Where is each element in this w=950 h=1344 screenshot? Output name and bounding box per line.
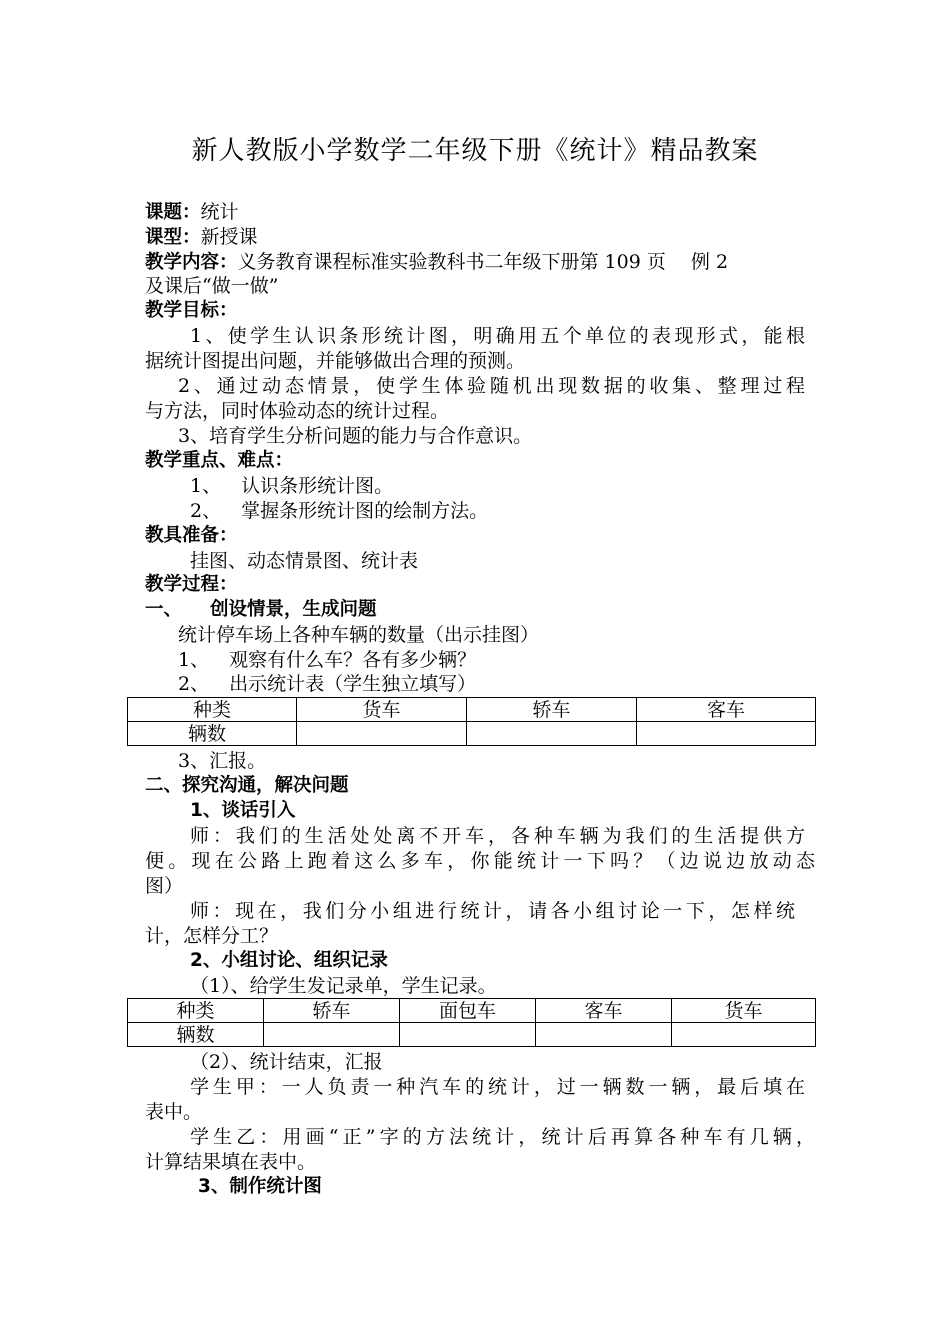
table-cell [400,1023,536,1047]
step-1-number: 1、 [178,649,210,671]
document-title: 新人教版小学数学二年级下册《统计》精品教案 [191,136,759,166]
section-1-intro: 统计停车场上各种车辆的数量（出示挂图） [178,624,540,646]
goal-1-line-1: 1、使学生认识条形统计图，明确用五个单位的表现形式，能根 [190,325,805,347]
table-cell [264,1023,400,1047]
section-2-step-a: （1）、给学生发记录单，学生记录。 [190,975,497,997]
step-2-text: 出示统计表（学生独立填写） [229,673,477,695]
content-line-2: 及课后“做一做” [145,275,279,297]
student-b-line-1: 学生乙：用画“正”字的方法统计，统计后再算各种车有几辆， [190,1126,815,1148]
content-label: 教学内容： [145,252,238,273]
section-1-number: 一、 [145,599,183,620]
tools-value: 挂图、动态情景图、统计表 [190,550,419,572]
table-header-cell: 种类 [128,999,264,1023]
section-2-step-b: （2）、统计结束，汇报 [190,1051,383,1073]
key-point-1-number: 1、 [190,475,222,497]
content-value: 义务教育课程标准实验教科书二年级下册第 109 页 例 2 [237,251,729,273]
table-header-cell: 轿车 [264,999,400,1023]
vehicle-count-table-2 [127,998,816,1047]
section-1-step-1 [178,648,848,672]
table-header-cell: 面包车 [400,999,536,1023]
goal-1-line-2: 据统计图提出问题，并能够做出合理的预测。 [145,350,526,372]
table-header-cell: 货车 [672,999,816,1023]
table-header-cell: 轿车 [467,698,637,722]
goal-2-line-2: 与方法，同时体验动态的统计过程。 [145,400,450,422]
section-2-sub-3: 3、制作统计图 [198,1176,322,1197]
tools-label: 教具准备： [145,525,238,546]
table-row-label: 辆数 [128,722,297,746]
key-point-1-text: 认识条形统计图。 [241,475,394,497]
paragraph-2-line-2: 计，怎样分工？ [145,925,279,947]
step-2-number: 2、 [178,673,210,695]
goal-3: 3、培育学生分析问题的能力与合作意识。 [178,425,533,447]
key-point-2 [190,499,860,523]
section-1-step-3: 3、汇报。 [178,750,267,772]
section-2-heading: 二、探究沟通，解决问题 [145,775,349,796]
section-1-heading [145,598,815,622]
key-point-1 [190,474,860,498]
type-value: 新授课 [200,226,258,248]
topic-value: 统计 [200,201,239,223]
table-header-row [128,999,816,1023]
student-b-line-2: 计算结果填在表中。 [145,1151,317,1173]
section-2-sub-2: 2、小组讨论、组织记录 [190,950,388,971]
content-line [145,250,815,275]
table-row [128,722,816,746]
table-cell [536,1023,672,1047]
type-label: 课型： [145,227,201,248]
student-a-line-2: 表中。 [145,1101,203,1123]
table-cell [467,722,637,746]
key-points-label: 教学重点、难点： [145,450,294,471]
vehicle-count-table-1 [127,697,816,746]
key-point-2-number: 2、 [190,500,222,522]
paragraph-1-line-3: 图） [145,875,184,897]
section-1-step-2 [178,672,848,696]
table-header-row [128,698,816,722]
table-row [128,1023,816,1047]
table-cell [672,1023,816,1047]
table-header-cell: 客车 [637,698,816,722]
process-label: 教学过程： [145,574,238,595]
topic-line [145,200,815,225]
goal-2-line-1: 2、通过动态情景，使学生体验随机出现数据的收集、整理过程 [178,375,805,397]
table-header-cell: 种类 [128,698,297,722]
goals-label: 教学目标： [145,300,238,321]
section-1-title: 创设情景，生成问题 [210,599,377,620]
paragraph-1-line-1: 师：我们的生活处处离不开车，各种车辆为我们的生活提供方 [190,825,805,847]
step-1-text: 观察有什么车？各有多少辆？ [229,649,477,671]
paragraph-2-line-1: 师：现在，我们分小组进行统计，请各小组讨论一下，怎样统 [190,900,795,922]
type-line [145,225,815,250]
topic-label: 课题： [145,202,201,223]
table-header-cell: 货车 [297,698,467,722]
section-2-sub-1: 1、谈话引入 [190,800,296,821]
table-row-label: 辆数 [128,1023,264,1047]
paragraph-1-line-2: 便。现在公路上跑着这么多车，你能统计一下吗？（边说边放动态 [145,850,815,872]
key-point-2-text: 掌握条形统计图的绘制方法。 [241,500,489,522]
student-a-line-1: 学生甲：一人负责一种汽车的统计，过一辆数一辆，最后填在 [190,1076,805,1098]
table-cell [637,722,816,746]
table-header-cell: 客车 [536,999,672,1023]
table-cell [297,722,467,746]
